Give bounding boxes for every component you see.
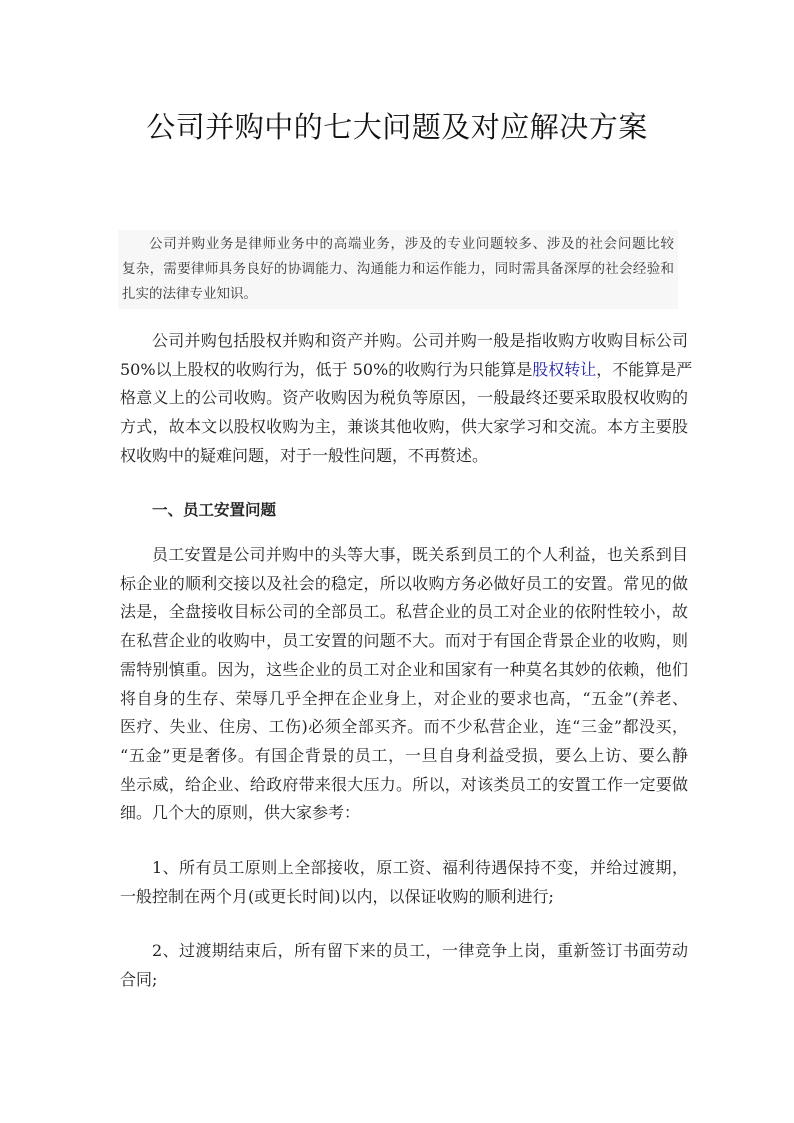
paragraph-line: 标企业的顺利交接以及社会的稳定，所以收购方务必做好员工的安置。常见的做 [120,573,688,593]
paragraph-line: 格意义上的公司收购。资产收购因为税负等原因，一般最终还要采取股权收购的 [120,388,688,408]
paragraph-line: “五金”更是奢侈。有国企背景的员工，一旦自身利益受损，要么上访、要么静 [120,745,688,765]
paragraph-line: 将自身的生存、荣辱几乎全押在企业身上，对企业的要求也高，“五金”(养老、 [120,688,688,708]
text: 50%以上股权的收购行为，低于 50%的收购行为只能算是 [120,359,533,379]
paragraph-line: 公司并购包括股权并购和资产并购。公司并购一般是指收购方收购目标公司 [152,331,688,350]
list-line: 一般控制在两个月(或更长时间)以内，以保证收购的顺利进行; [120,886,554,906]
paragraph-line: 需特别慎重。因为，这些企业的员工对企业和国家有一种莫名其妙的依赖，他们 [120,659,688,679]
paragraph-line: 在私营企业的收购中，员工安置的问题不大。而对于有国企背景企业的收购，则 [120,631,688,651]
paragraph-line: 细。几个大的原则，供大家参考： [120,803,361,823]
list-line: 2、过渡期结束后，所有留下来的员工，一律竞争上岗，重新签订书面劳动 [152,941,688,960]
paragraph-line: 医疗、失业、住房、工伤)必须全部买齐。而不少私营企业，连“三金”都没买， [120,717,688,737]
paragraph-employee-placement [120,541,688,828]
intro-line: 扎实的法律专业知识。 [122,286,257,302]
intro-line: 复杂，需要律师具务良好的协调能力、沟通能力和运作能力，同时需具备深厚的社会经验和 [122,261,674,277]
intro-box [118,230,678,309]
paragraph-line: 员工安置是公司并购中的头等大事，既关系到员工的个人利益，也关系到目 [152,545,688,564]
paragraph-overview [120,327,693,471]
paragraph-line: 方式，故本文以股权收购为主，兼谈其他收购，供大家学习和交流。本方主要股 [120,417,688,437]
list-item-1 [120,854,688,911]
document-title: 公司并购中的七大问题及对应解决方案 [146,110,648,144]
paragraph-line [120,356,693,385]
paragraph-line: 权收购中的疑难问题，对于一般性问题，不再赘述。 [120,445,489,465]
intro-line: 公司并购业务是律师业务中的高端业务，涉及的专业问题较多、涉及的社会问题比较 [149,236,674,252]
paragraph-line: 坐示威，给企业、给政府带来很大压力。所以，对该类员工的安置工作一定要做 [120,774,688,794]
text: ，不能算是严 [596,359,693,379]
equity-transfer-link[interactable]: 股权转让 [532,359,597,379]
paragraph-line: 法是，全盘接收目标公司的全部员工。私营企业的员工对企业的依附性较小，故 [120,602,688,622]
section-heading: 一、员工安置问题 [152,500,277,519]
list-line: 合同; [120,969,158,989]
list-line: 1、所有员工原则上全部接收，原工资、福利待遇保持不变，并给过渡期， [152,858,688,877]
list-item-2 [120,937,688,994]
